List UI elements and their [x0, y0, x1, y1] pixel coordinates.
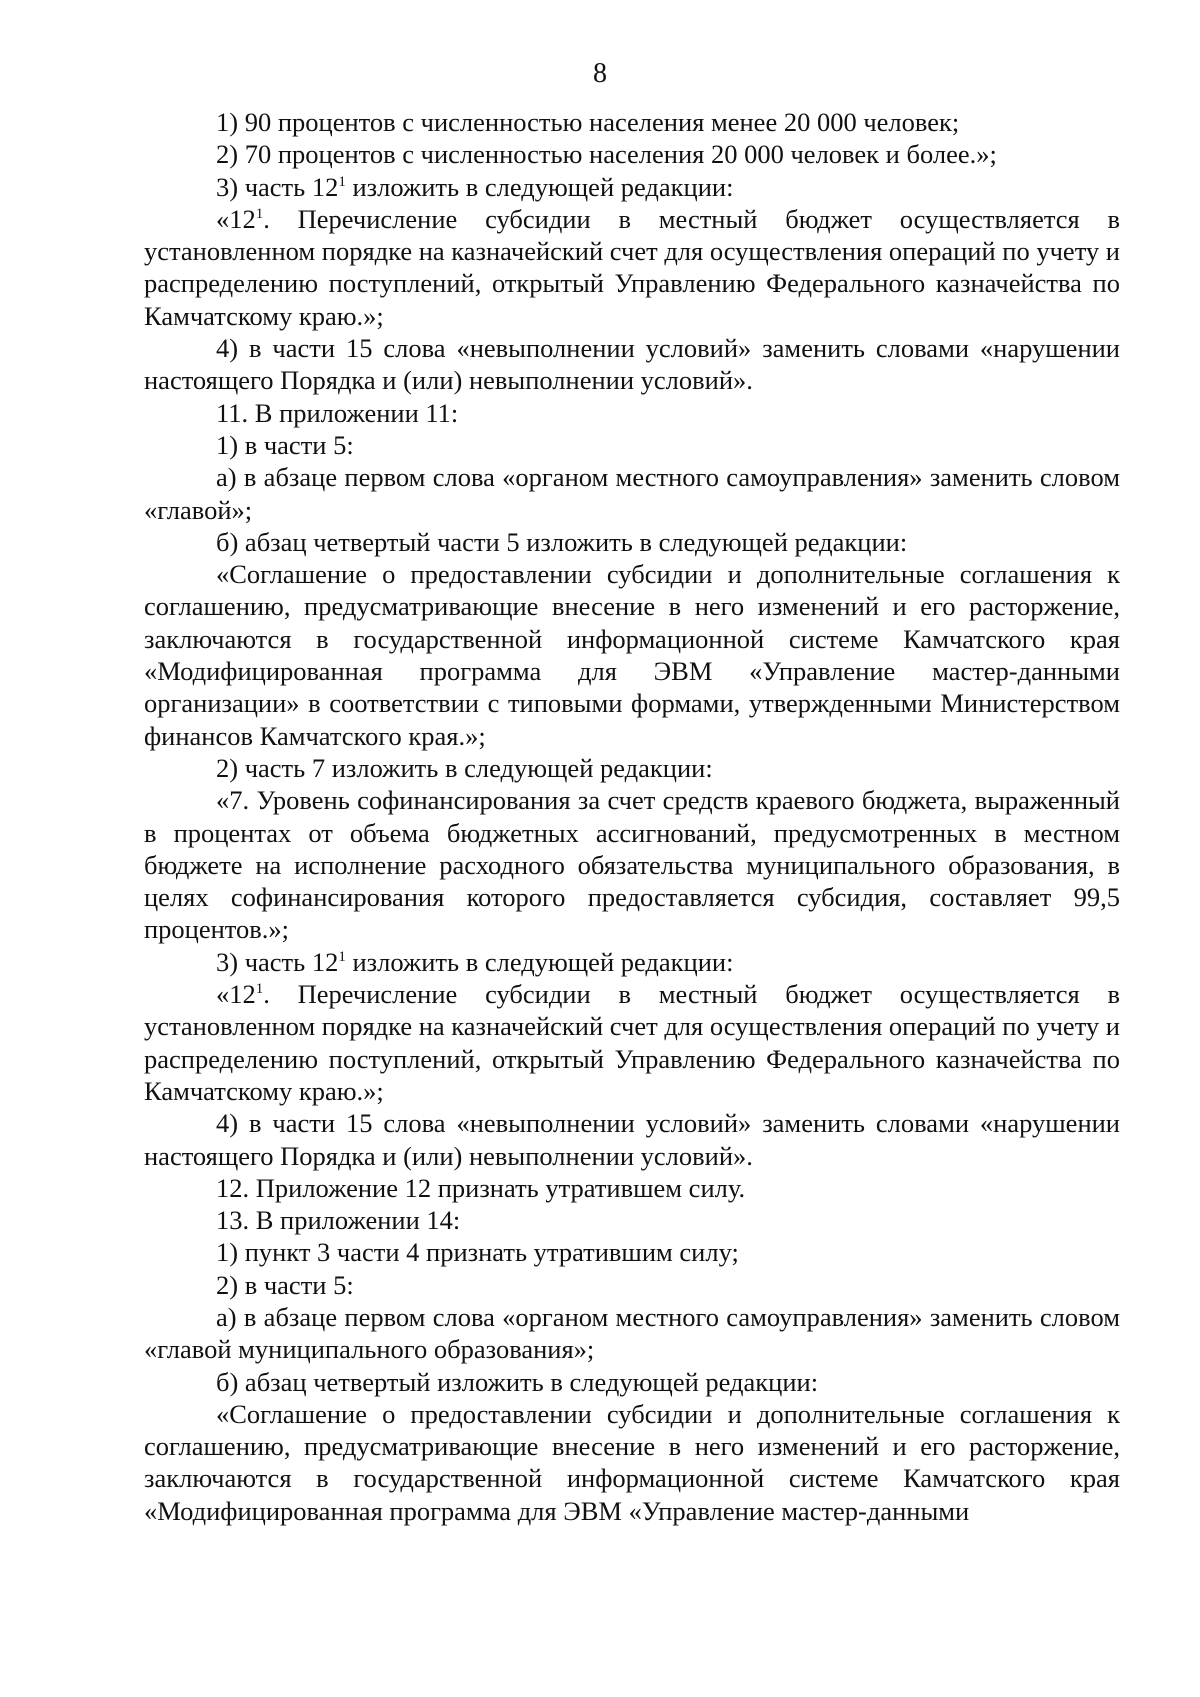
paragraph: 2) 70 процентов с численностью населения 20 000 человек и более.»; [216, 139, 997, 170]
paragraph-text: «12 [216, 979, 256, 1010]
paragraph: 2) в части 5: [216, 1269, 354, 1300]
paragraph [144, 946, 1120, 978]
paragraph: б) абзац четвертый изложить в следующей редакции: [216, 1366, 819, 1397]
paragraph-text: 3) часть 12 [216, 171, 339, 202]
paragraph-text: изложить в следующей редакции: [345, 946, 734, 977]
paragraph: «Соглашение о предоставлении субсидии и дополнительные соглашения к соглашению, предусматривающие внесение в него изменений и его расторжение, заключаются в государственной информационной системе Камчатского края «Модифицированная программа для ЭВМ «Управление мастер-данными организации» в соответствии с типовыми формами, утвержденными Министерством финансов Камчатского края.»; [144, 559, 1120, 751]
paragraph: а) в абзаце первом слова «органом местного самоуправления» заменить словом «главой»; [144, 462, 1120, 525]
paragraph: 13. В приложении 14: [216, 1205, 461, 1236]
paragraph: 4) в части 15 слова «невыполнении условий» заменить словами «нарушении настоящего Порядка и (или) невыполнении условий». [144, 333, 1120, 396]
paragraph-text: 3) часть 12 [216, 946, 339, 977]
superscript: 1 [338, 948, 346, 965]
paragraph: 11. В приложении 11: [216, 397, 459, 428]
paragraph: 12. Приложение 12 признать утратившем силу. [216, 1172, 746, 1203]
paragraph [144, 203, 1120, 332]
paragraph-text: «12 [216, 203, 256, 234]
paragraph: 2) часть 7 изложить в следующей редакции: [216, 752, 713, 783]
paragraph [144, 171, 1120, 203]
paragraph: 4) в части 15 слова «невыполнении условий» заменить словами «нарушении настоящего Порядка и (или) невыполнении условий». [144, 1108, 1120, 1171]
paragraph: «7. Уровень софинансирования за счет средств краевого бюджета, выраженный в процентах от объема бюджетных ассигнований, предусмотренных в местном бюджете на исполнение расходного обязательства муниципального образования, в целях софинансирования которого предоставляется субсидия, составляет 99,5 процентов.»; [144, 785, 1120, 945]
document-body [144, 106, 1120, 1527]
paragraph-text: . Перечисление субсидии в местный бюджет осуществляется в установленном порядке на казначейский счет для осуществления операций по учету и распределению поступлений, открытый Управлению Федерального казначейства по Камчатскому краю.»; [144, 203, 1120, 331]
paragraph: «Соглашение о предоставлении субсидии и дополнительные соглашения к соглашению, предусматривающие внесение в него изменений и его расторжение, заключаются в государственной информационной системе Камчатского края «Модифицированная программа для ЭВМ «Управление мастер-данными [144, 1398, 1120, 1526]
paragraph-text: . Перечисление субсидии в местный бюджет осуществляется в установленном порядке на казначейский счет для осуществления операций по учету и распределению поступлений, открытый Управлению Федерального казначейства по Камчатскому краю.»; [144, 979, 1120, 1106]
paragraph-text: изложить в следующей редакции: [345, 171, 734, 202]
paragraph: а) в абзаце первом слова «органом местного самоуправления» заменить словом «главой муниципального образования»; [144, 1301, 1120, 1365]
paragraph: 1) 90 процентов с численностью населения менее 20 000 человек; [216, 107, 960, 137]
page-number: 8 [593, 58, 607, 89]
paragraph: 1) пункт 3 части 4 признать утратившим силу; [216, 1237, 739, 1268]
paragraph: 1) в части 5: [216, 429, 354, 460]
superscript: 1 [255, 205, 264, 222]
superscript: 1 [255, 981, 264, 998]
paragraph: б) абзац четвертый части 5 изложить в следующей редакции: [216, 526, 908, 557]
paragraph [144, 978, 1120, 1107]
superscript: 1 [338, 173, 346, 190]
